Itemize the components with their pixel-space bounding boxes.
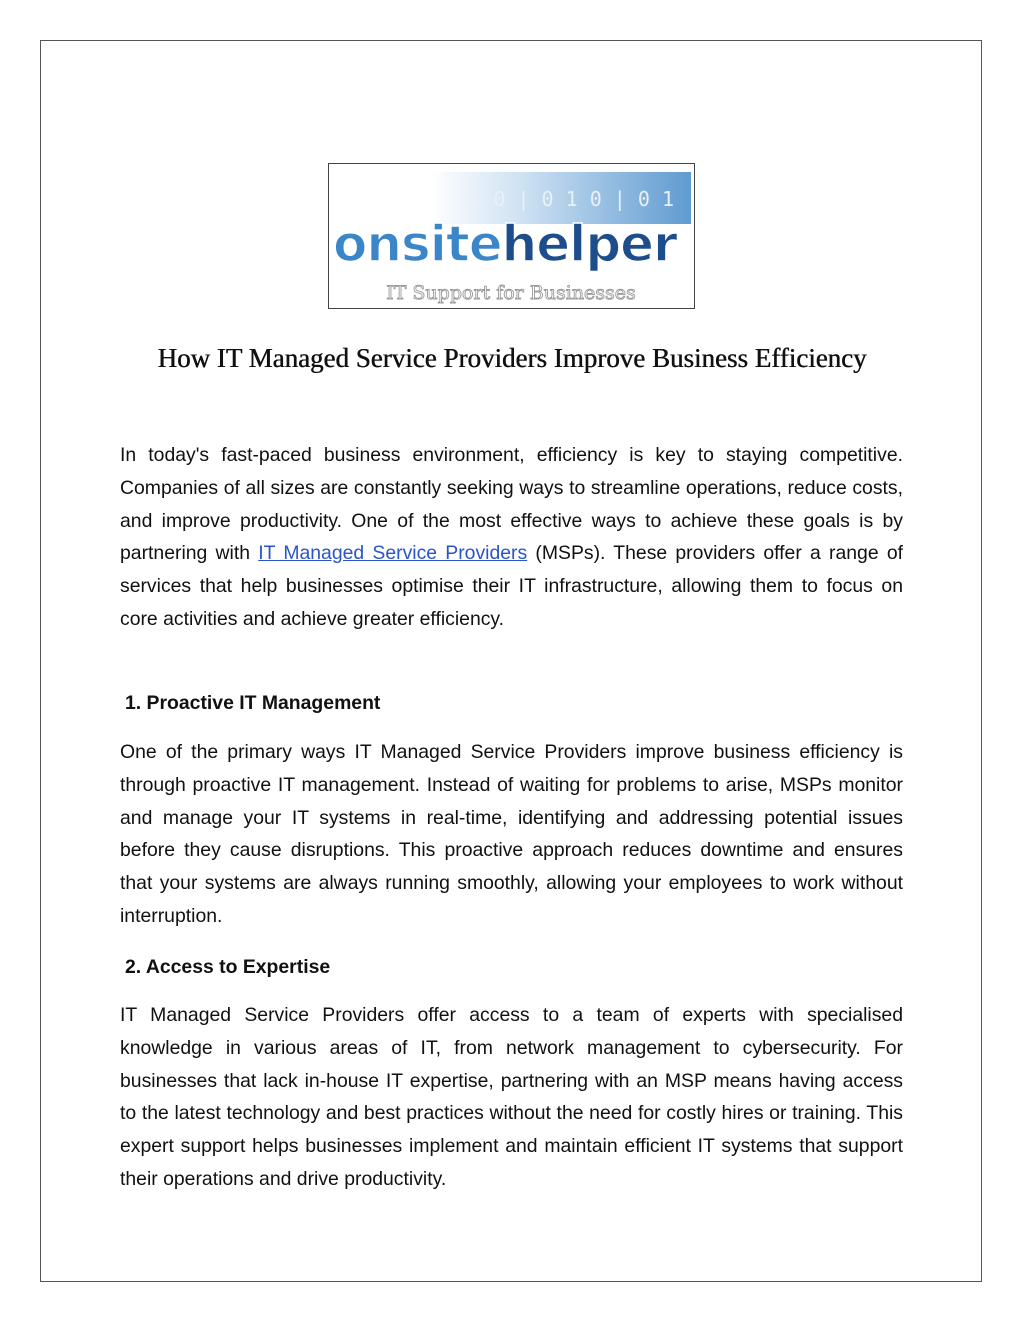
it-managed-service-providers-link[interactable]: IT Managed Service Providers	[258, 542, 528, 565]
intro-paragraph	[120, 439, 903, 636]
intro-text-after-link: (MSPs). These providers offer a range of services that help businesses optimise their IT infrastructure, allowing them to focus on core activities and achieve greater efficiency.	[120, 542, 903, 630]
section-heading-proactive: 1. Proactive IT Management	[125, 692, 381, 714]
logo-brand-helper: helper	[501, 215, 677, 273]
logo-graphic	[329, 164, 694, 308]
onsitehelper-logo	[328, 163, 695, 309]
article-title: How IT Managed Service Providers Improve Business Efficiency	[157, 343, 867, 373]
section-body-expertise: IT Managed Service Providers offer access to a team of experts with specialised knowledge in various areas of IT, from network management to cybersecurity. For businesses that lack in-house IT expertise, partnering with an MSP means having access to the latest technology and best practices without the need for costly hires or training. This expert support helps businesses implement and maintain efficient IT systems that support their operations and drive productivity.	[120, 1004, 903, 1190]
logo-binary-digits: 1 0 | 0 1 0 | 0 1	[469, 187, 674, 211]
section-body-proactive: One of the primary ways IT Managed Service Providers improve business efficiency is through proactive IT management. Instead of waiting for problems to arise, MSPs monitor and manage your IT systems in real-time, identifying and addressing potential issues before they cause disruptions. This proactive approach reduces downtime and ensures that your systems are always running smoothly, allowing your employees to work without interruption.	[120, 741, 903, 927]
svg-text:onsitehelper	[333, 215, 678, 273]
section-heading-expertise: 2. Access to Expertise	[125, 956, 331, 978]
logo-brand-onsite: onsite	[333, 215, 502, 273]
logo-tagline: IT Support for Businesses	[386, 282, 636, 304]
intro-text-before-link: In today's fast-paced business environment, efficiency is key to staying competitive. Companies of all sizes are constantly seeking ways to streamline operations, reduce costs, and improve productivity. One of the most effective ways to achieve these goals is by partnering with	[120, 444, 903, 565]
